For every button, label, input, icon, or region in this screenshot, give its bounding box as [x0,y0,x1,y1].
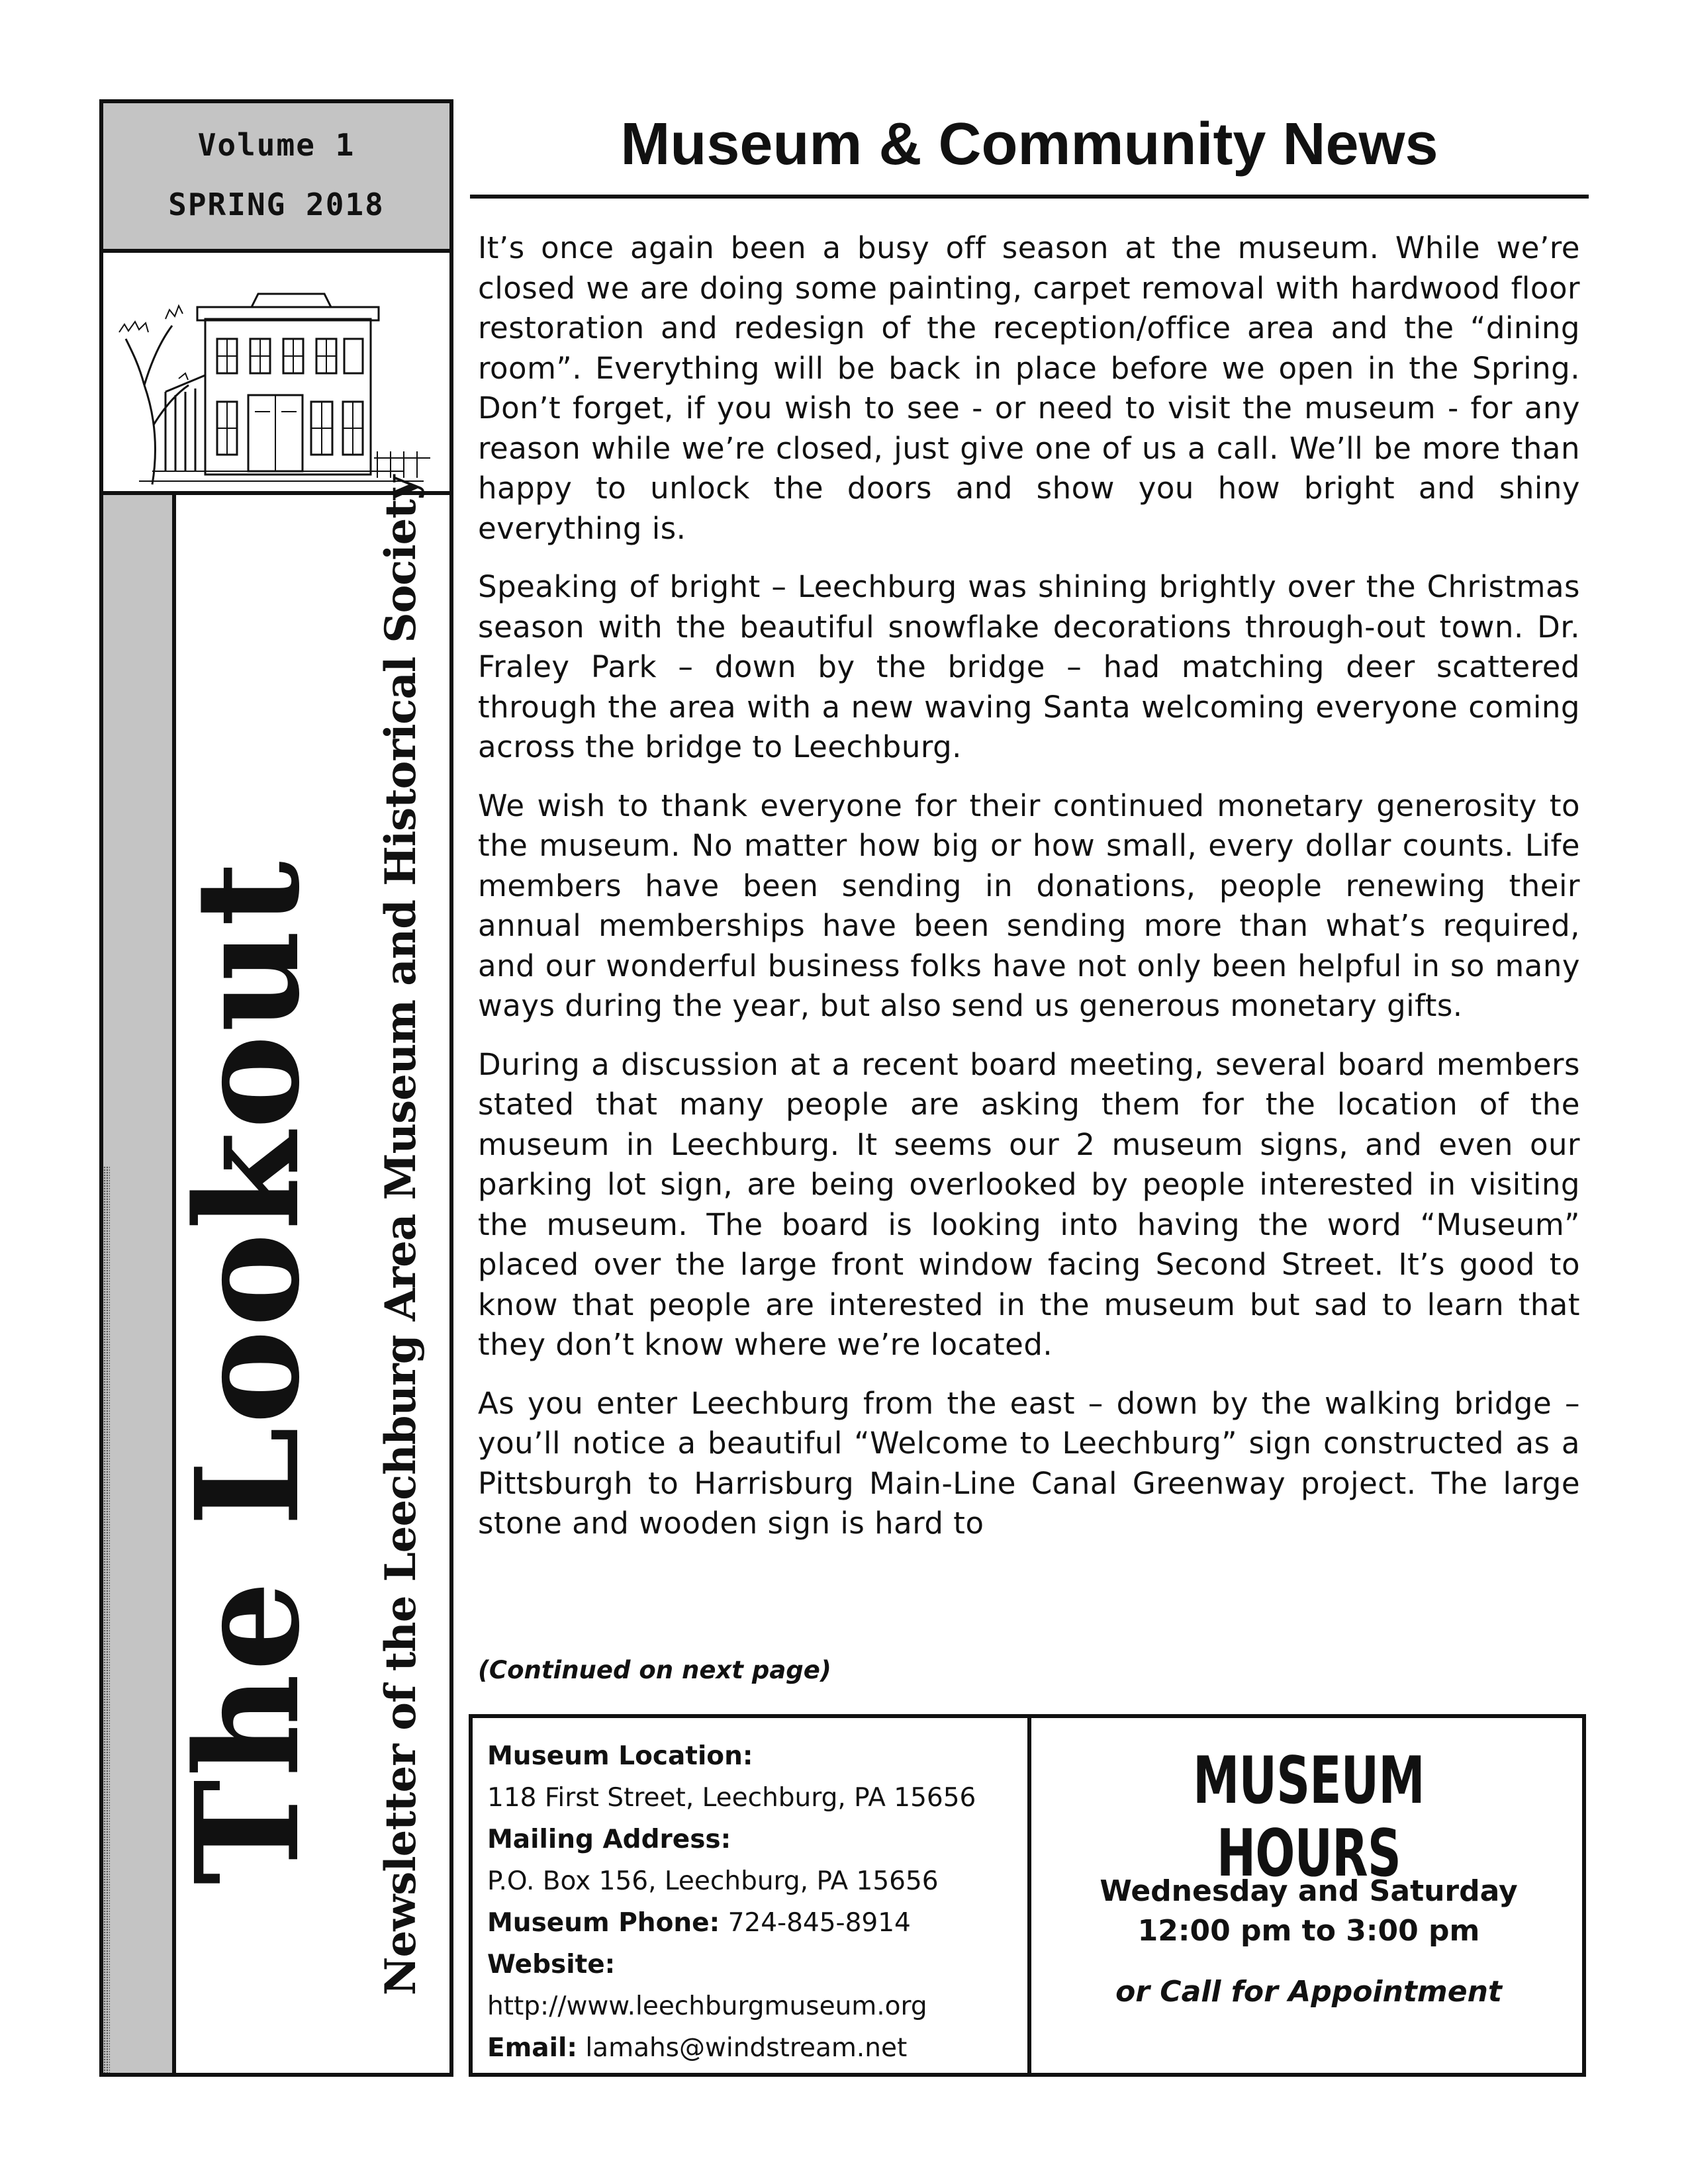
volume-box [103,103,449,253]
newsletter-subtitle-text: Newsletter of the Leechburg Area Museum and Historical Society [376,475,426,1995]
article-paragraph: It’s once again been a busy off season at the museum. While we’re closed we are doing some painting, carpet removal with hardwood floor restoration and redesign of the reception/office area and the “dining room”. Everything will be back in place before we open in the Spring. Don’t forget, if you wish to see - or need to visit the museum - for any reason while we’re closed, just give one of us a call. We’ll be more than happy to unlock the doors and show you how bright and shiny everything is. [478,230,1580,546]
contact-info [487,1735,1017,2069]
newsletter-subtitle [378,476,424,1995]
website-label: Website: [487,1950,616,1979]
email-label: Email: [487,2033,577,2063]
website-row [487,1944,1017,1985]
hours-title: MUSEUM HOURS [1193,1743,1425,1891]
season-label: SPRING 2018 [168,187,385,222]
info-box [469,1714,1586,2077]
heading-rule [470,195,1589,199]
website-link[interactable]: http://www.leechburgmuseum.org [487,1991,927,2021]
mailing-label: Mailing Address: [487,1825,731,1854]
newsletter-title-text: The Lookout [165,858,331,1885]
location-row [487,1735,1017,1777]
museum-house-illustration [113,259,447,488]
house-illustration-box [103,253,449,495]
email-link[interactable]: lamahs@windstream.net [585,2033,908,2063]
newsletter-title [165,858,331,1885]
mailing-row [487,1819,1017,1860]
article-paragraph: We wish to thank everyone for their continued monetary generosity to the museum. No matter how big or how small, every dollar counts. Life members have been sending in donations, people renewing their annual memberships have been sending more than what’s required, and our wonderful business folks have not only been helpful in so many ways during the year, but also send us generous monetary gifts. [478,788,1580,1023]
article-heading: Museum & Community News [620,111,1438,177]
mailing-value: P.O. Box 156, Leechburg, PA 15656 [487,1866,939,1896]
location-value: 118 First Street, Leechburg, PA 15656 [487,1783,976,1813]
hours-time: 12:00 pm to 3:00 pm [1137,1914,1480,1948]
article-body [478,228,1580,1563]
hours-appointment: or Call for Appointment [1115,1975,1502,2009]
location-label: Museum Location: [487,1741,753,1771]
article-paragraph: Speaking of bright – Leechburg was shining brightly over the Christmas season with the beautiful snowflake decorations through-out town. Dr. Fraley Park – down by the bridge – had matching deer scattered through the area with a new waving Santa welcoming everyone coming across the bridge to Leechburg. [478,569,1580,764]
phone-value: 724-845-8914 [727,1908,911,1938]
article-paragraph: As you enter Leechburg from the east – down by the walking bridge – you’ll notice a beautiful “Welcome to Leechburg” sign constructed as a Pittsburgh to Harrisburg Main-Line Canal Greenway project. The large stone and wooden sign is hard to [478,1385,1580,1541]
hours-days: Wednesday and Saturday [1100,1874,1518,1908]
volume-label: Volume 1 [197,127,355,163]
email-row [487,2027,1017,2069]
phone-label: Museum Phone: [487,1908,720,1938]
stipple-pattern [103,1166,110,2073]
article-paragraph: During a discussion at a recent board meeting, several board members stated that many people are asking them for the location of the museum in Leechburg. It seems our 2 museum signs, and even our parking lot sign, are being overlooked by people interested in visiting the museum. The board is looking into having the word “Museum” placed over the large front window facing Second Street. It’s good to know that people are interested in the museum but sad to learn that they don’t know where we’re located. [478,1046,1580,1362]
continued-note: (Continued on next page) [478,1656,831,1684]
phone-row [487,1902,1017,1944]
hours-schedule [1031,1872,1586,1951]
